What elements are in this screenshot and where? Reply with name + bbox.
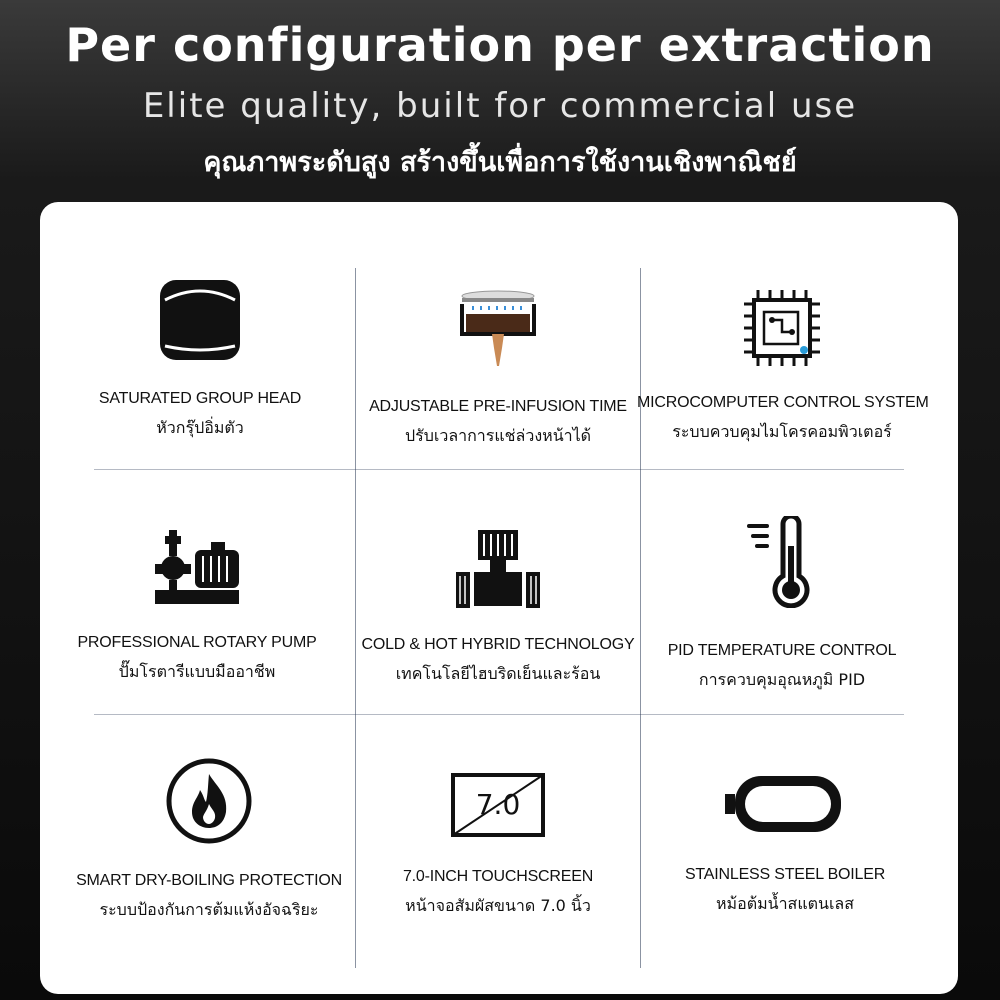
feature-label-th: ระบบควบคุมไมโครคอมพิวเตอร์ <box>672 422 892 441</box>
microchip-icon <box>742 288 822 368</box>
feature-label-en: PID TEMPERATURE CONTROL <box>667 642 897 659</box>
feature-label-th: การควบคุมอุณหภูมิ PID <box>698 670 866 689</box>
feature-label-th: ปั๊มโรตารีแบบมืออาชีพ <box>118 662 276 681</box>
hybrid-valve-icon <box>456 530 540 610</box>
feature-label-th: หัวกรุ๊ปอิ่มตัว <box>156 418 244 437</box>
feature-label-th: หม้อต้มน้ำสแตนเลส <box>715 894 854 913</box>
feature-label-th: ปรับเวลาการแช่ล่วงหน้าได้ <box>404 426 592 445</box>
boiler-icon <box>725 772 845 836</box>
rotary-pump-icon <box>155 530 239 604</box>
touchscreen-icon <box>450 772 546 838</box>
page-title: Per configuration per extraction <box>65 18 935 72</box>
feature-label-th: หน้าจอสัมผัสขนาด 7.0 นิ้ว <box>405 896 591 915</box>
feature-dry-boiling-protection <box>64 756 354 923</box>
feature-pre-infusion <box>353 288 643 449</box>
feature-label-th: เทคโนโลยีไฮบริดเย็นและร้อน <box>395 664 601 683</box>
screen-size-text: 7.0 <box>475 788 521 821</box>
feature-label-en: MICROCOMPUTER CONTROL SYSTEM <box>637 394 929 411</box>
subtitle-english: Elite quality, built for commercial use <box>142 86 858 126</box>
features-card <box>40 202 958 994</box>
feature-label-en: PROFESSIONAL ROTARY PUMP <box>77 634 317 651</box>
feature-touchscreen <box>353 772 643 919</box>
pre-infusion-icon <box>448 288 548 368</box>
feature-rotary-pump <box>52 530 342 685</box>
feature-hybrid-technology <box>353 530 643 687</box>
grid-divider <box>94 714 904 715</box>
feature-label-en: SMART DRY-BOILING PROTECTION <box>76 872 342 889</box>
feature-label-th: ระบบป้องกันการต้มแห้งอัจฉริยะ <box>99 900 319 919</box>
feature-label-en: SATURATED GROUP HEAD <box>98 390 302 407</box>
subtitle-thai: คุณภาพระดับสูง สร้างขึ้นเพื่อการใช้งานเชิงพาณิชย์ <box>203 147 797 178</box>
feature-label-en: 7.0-INCH TOUCHSCREEN <box>402 868 594 885</box>
feature-pid-temperature <box>637 516 927 693</box>
feature-stainless-boiler <box>640 772 930 917</box>
feature-label-en: ADJUSTABLE PRE-INFUSION TIME <box>369 398 627 415</box>
feature-microcomputer <box>637 288 927 445</box>
feature-label-en: STAINLESS STEEL BOILER <box>684 866 886 883</box>
feature-saturated-group-head <box>55 274 345 441</box>
group-head-icon <box>155 274 245 364</box>
grid-divider <box>94 469 904 470</box>
thermometer-icon <box>747 516 817 608</box>
flame-icon <box>164 756 254 846</box>
feature-label-en: COLD & HOT HYBRID TECHNOLOGY <box>361 636 635 653</box>
